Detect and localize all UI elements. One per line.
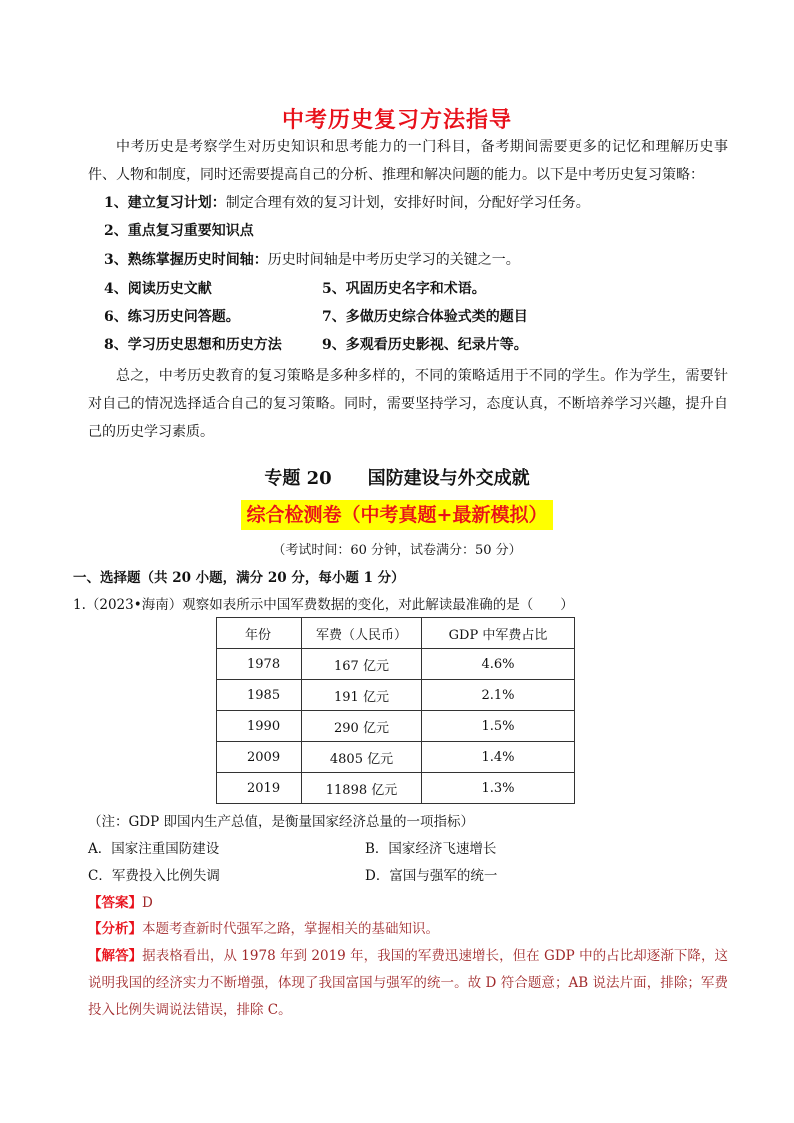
topic-name: 国防建设与外交成就: [367, 468, 530, 489]
exam-info: （考试时间：60 分钟，试卷满分：50 分）: [272, 543, 522, 558]
answer-tag: 【答案】: [88, 895, 142, 911]
strategy-item: 5、巩固历史名字和术语。: [322, 281, 486, 297]
table-cell: 2019: [217, 773, 302, 804]
table-cell: 4805 亿元: [302, 742, 422, 773]
table-header-cell: 军费（人民币）: [302, 618, 422, 649]
section-heading: 一、选择题（共 20 小题，满分 20 分，每小题 1 分）: [73, 570, 405, 586]
table-header-cell: GDP 中军费占比: [422, 618, 575, 649]
option-c[interactable]: C．军费投入比例失调: [88, 868, 220, 884]
strategy-item: 6、练习历史问答题。: [104, 309, 240, 325]
table-note: （注：GDP 即国内生产总值，是衡量国家经济总量的一项指标）: [88, 814, 474, 830]
table-header-row: [217, 618, 575, 649]
table-cell: 11898 亿元: [302, 773, 422, 804]
explanation-text: 据表格看出，从 1978 年到 2019 年，我国的军费迅速增长，但在 GDP 中的占比却逐渐下降，这说明我国的经济实力不断增强，体现了我国富国与强军的统一。故 D 符合题意；AB 说法片面，排除；军费投入比例失调说法错误，排除 C。: [88, 948, 728, 1018]
summary-paragraph: 总之，中考历史教育的复习策略是多种多样的，不同的策略适用于不同的学生。作为学生，需要针对自己的情况选择适合自己的复习策略。同时，需要坚持学习，态度认真，不断培养学习兴趣，提升自己的历史学习素质。: [88, 368, 728, 440]
strategy-item: 1、建立复习计划：制定合理有效的复习计划，安排好时间，分配好学习任务。: [104, 195, 590, 211]
table-cell: 2.1%: [422, 680, 575, 711]
question-stem: 1.（2023•海南）观察如表所示中国军费数据的变化，对此解读最准确的是（ ）: [73, 597, 574, 613]
highlighted-subtitle: 综合检测卷（中考真题+最新模拟）: [241, 500, 554, 530]
table-row: [217, 649, 575, 680]
analysis-text: 本题考查新时代强军之路，掌握相关的基础知识。: [142, 921, 439, 937]
option-b[interactable]: B．国家经济飞速增长: [365, 841, 497, 857]
strategy-item: 7、多做历史综合体验式类的题目: [322, 309, 528, 325]
topic-number: 专题 20: [264, 468, 332, 489]
table-row: [217, 773, 575, 804]
option-d[interactable]: D．富国与强军的统一: [365, 868, 498, 884]
table-cell: 191 亿元: [302, 680, 422, 711]
table-cell: 1.4%: [422, 742, 575, 773]
answer-line: [88, 891, 153, 911]
table-row: [217, 711, 575, 742]
table-cell: 1.5%: [422, 711, 575, 742]
table-cell: 1978: [217, 649, 302, 680]
strategy-item: 8、学习历史思想和历史方法: [104, 337, 282, 353]
intro-paragraph: 中考历史是考察学生对历史知识和思考能力的一门科目，备考期间需要更多的记忆和理解历史事件、人物和制度，同时还需要提高自己的分析、推理和解决问题的能力。以下是中考历史复习策略：: [88, 139, 728, 183]
military-spending-table: [216, 617, 575, 804]
option-a[interactable]: A．国家注重国防建设: [88, 841, 220, 857]
strategy-item: 3、熟练掌握历史时间轴：历史时间轴是中考历史学习的关键之一。: [104, 252, 520, 268]
explanation-tag: 【解答】: [88, 948, 143, 964]
table-row: [217, 742, 575, 773]
table-cell: 167 亿元: [302, 649, 422, 680]
table-cell: 290 亿元: [302, 711, 422, 742]
page-title: 中考历史复习方法指导: [281, 108, 512, 133]
table-cell: 1990: [217, 711, 302, 742]
strategy-item: 4、阅读历史文献: [104, 281, 212, 297]
strategy-item: 9、多观看历史影视、纪录片等。: [322, 337, 528, 353]
table-cell: 1.3%: [422, 773, 575, 804]
table-cell: 4.6%: [422, 649, 575, 680]
table-header-cell: 年份: [217, 618, 302, 649]
subtitle-wrap: [0, 500, 794, 530]
answer-value: D: [142, 895, 153, 911]
explanation-paragraph: [88, 943, 728, 1024]
topic-title: [0, 464, 794, 490]
strategy-item: 2、重点复习重要知识点: [104, 223, 254, 239]
analysis-tag: 【分析】: [88, 921, 142, 937]
table-row: [217, 680, 575, 711]
table-cell: 2009: [217, 742, 302, 773]
table-cell: 1985: [217, 680, 302, 711]
analysis-line: [88, 917, 439, 937]
